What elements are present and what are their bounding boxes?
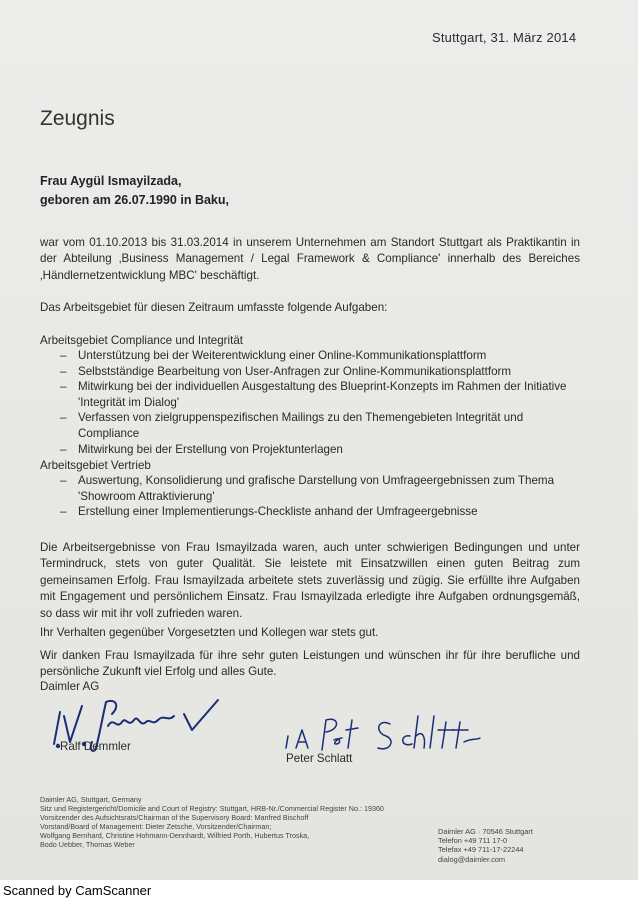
footer-line: Daimler AG, Stuttgart, Germany — [40, 795, 142, 804]
signatory-1-name: Ralf Demmler — [60, 740, 131, 753]
footer-legal-info — [40, 796, 420, 849]
list-item: – Mitwirkung bei der Erstellung von Projektunterlagen — [40, 442, 578, 458]
behaviour-paragraph: Ihr Verhalten gegenüber Vorgesetzten und Kollegen war stets gut. — [40, 626, 379, 639]
footer-phone: Telefon +49 711 17-0 — [438, 836, 508, 846]
scanner-watermark: Scanned by CamScanner — [3, 883, 152, 898]
footer-address: Daimler AG · 70546 Stuttgart — [438, 827, 533, 836]
section-sales-title: Arbeitsgebiet Vertrieb — [40, 459, 151, 472]
footer-email: dialog@daimler.com — [438, 854, 506, 864]
list-item: – Unterstützung bei der Weiterentwicklung einer Online-Kommunikationsplattform — [40, 348, 578, 364]
list-item: – Auswertung, Konsolidierung und grafische Darstellung von Umfrageergebnissen zum Thema 'Showroom Attraktivierung' — [40, 473, 578, 504]
intro-paragraph: war vom 01.10.2013 bis 31.03.2014 in unserem Unternehmen am Standort Stuttgart als Praktikantin in der Abteilung ‚Business Management / Legal Framework & Compliance' innerhalb des Bereiches ‚Händlernetzentwicklung MBC' beschäftigt. — [40, 236, 580, 282]
footer-line: Bodo Uebber, Thomas Weber — [40, 839, 135, 849]
signatory-2-name: Peter Schlatt — [286, 752, 353, 765]
recipient-birth: geboren am 26.07.1990 in Baku, — [40, 193, 229, 207]
footer-line: Vorsitzender des Aufsichtsrats/Chairman of the Supervisory Board: Manfred Bischoff — [40, 812, 309, 822]
list-item: – Verfassen von zielgruppenspezifischen Mailings zu den Themengebieten Integrität und Compliance — [40, 410, 578, 441]
recipient-block — [40, 172, 229, 210]
footer-contact-info — [438, 827, 533, 864]
closing-paragraph: Wir danken Frau Ismayilzada für ihre sehr guten Leistungen und wünschen ihr für ihre berufliche und persönliche Zukunft viel Erfolg und alles Gute. — [40, 649, 580, 679]
list-item: – Selbstständige Bearbeitung von User-Anfragen zur Online-Kommunikationsplattform — [40, 364, 578, 380]
tasks-intro: Das Arbeitsgebiet für diesen Zeitraum umfasste folgende Aufgaben: — [40, 301, 388, 314]
scanner-watermark-bar — [0, 880, 638, 903]
footer-line: Sitz und Registergericht/Domicile and Court of Registry: Stuttgart, HRB-Nr./Commercial Register No.: 19360 — [40, 803, 384, 813]
section-sales-list — [40, 473, 578, 520]
company-name: Daimler AG — [40, 680, 100, 693]
recipient-name: Frau Aygül Ismayilzada, — [40, 174, 182, 188]
section-compliance-title: Arbeitsgebiet Compliance und Integrität — [40, 334, 244, 347]
footer-fax: Telefax +49 711-17-22244 — [438, 845, 524, 855]
list-item: – Erstellung einer Implementierungs-Checkliste anhand der Umfrageergebnisse — [40, 504, 578, 520]
footer-line: Vorstand/Board of Management: Dieter Zetsche, Vorsitzender/Chairman; — [40, 821, 272, 831]
document-title: Zeugnis — [40, 107, 115, 130]
list-item: – Mitwirkung bei der individuellen Ausgestaltung des Blueprint-Konzepts im Rahmen der Initiative 'Integrität im Dialog' — [40, 379, 578, 410]
letter-date: Stuttgart, 31. März 2014 — [432, 30, 577, 45]
assessment-paragraph: Die Arbeitsergebnisse von Frau Ismayilzada waren, auch unter schwierigen Bedingungen und unter Termindruck, stets von guter Qualität. Sie leistete mit Einsatzwillen einen guten Beitrag zum gemeinsamen Erfolg. Frau Ismayilzada arbeitete stets zuverlässig und zügig. Sie erfüllte ihre Aufgaben mit Engagement und persönlichem Einsatz. Frau Ismayilzada erledigte ihre Aufgaben ordnungsgemäß, so dass wir mit ihr voll zufrieden waren. — [40, 541, 580, 620]
signature-schlatt — [282, 708, 482, 758]
footer-line: Wolfgang Bernhard, Christine Hohmann-Dennhardt, Wilfried Porth, Hubertus Troska, — [40, 830, 310, 840]
section-compliance-list — [40, 348, 578, 457]
